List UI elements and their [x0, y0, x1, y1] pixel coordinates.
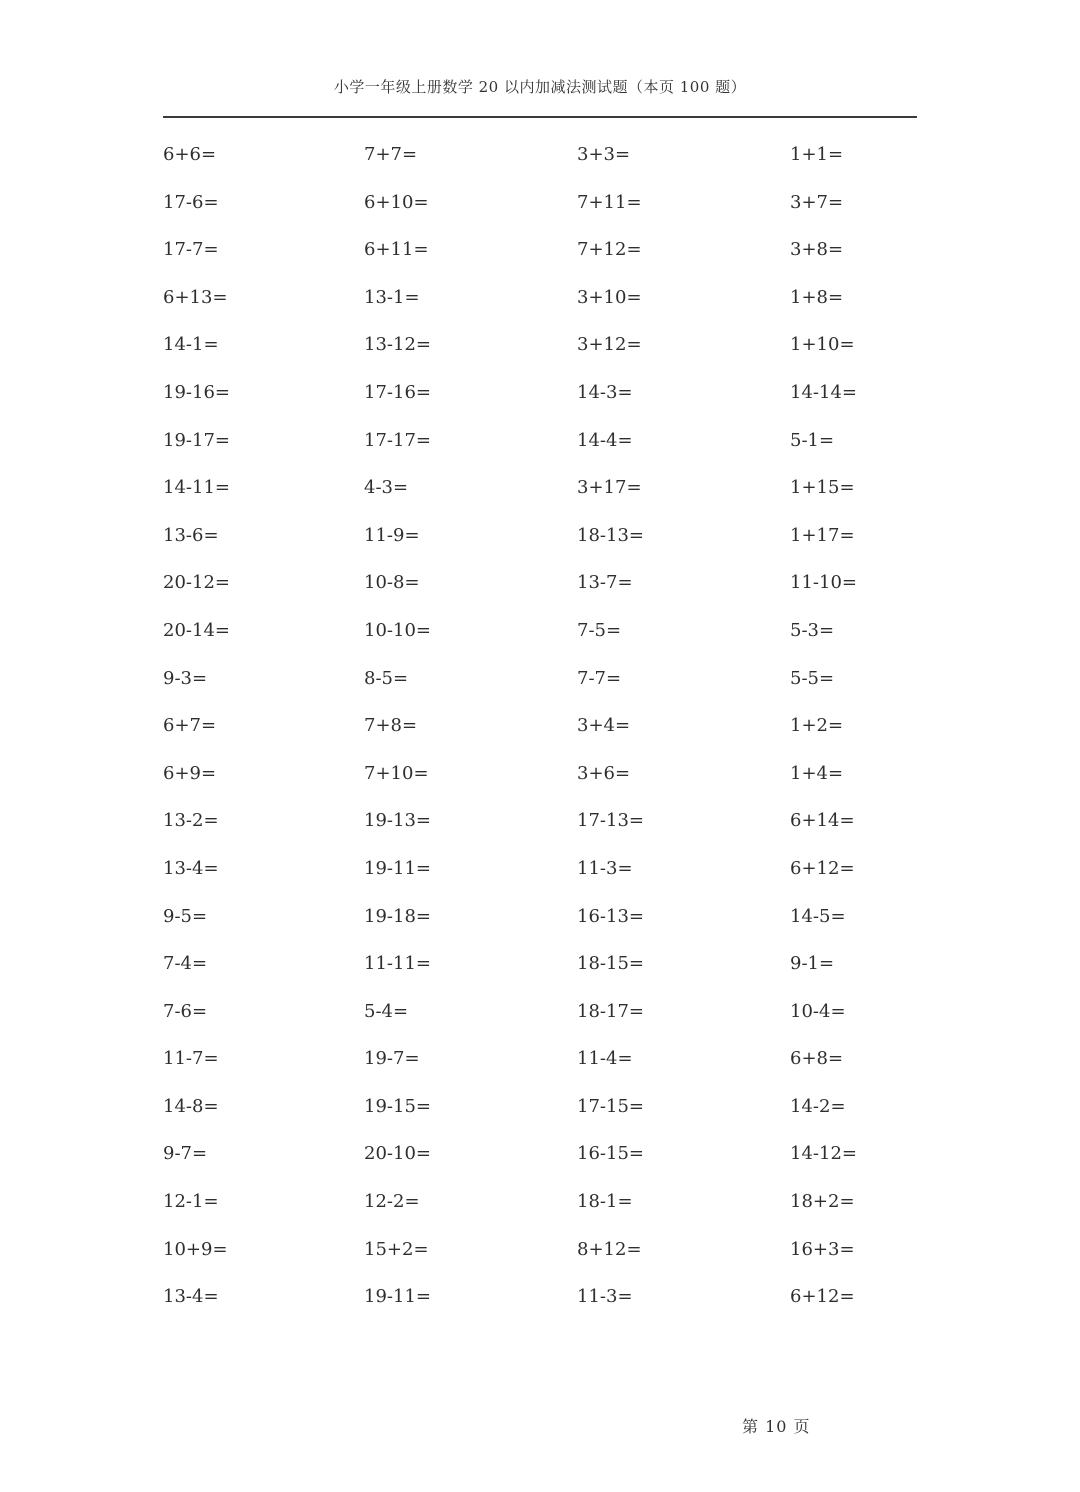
problem-item: 9-7=	[163, 1143, 208, 1165]
problem-item: 1+2=	[790, 715, 844, 737]
problem-item: 3+8=	[790, 239, 844, 261]
problem-item: 3+10=	[577, 286, 642, 308]
page-number: 第 10 页	[742, 1417, 811, 1436]
problem-item: 18-17=	[577, 1000, 644, 1022]
problem-item: 11-9=	[364, 524, 420, 546]
problem-item: 19-11=	[364, 1286, 431, 1308]
problem-item: 6+11=	[364, 239, 429, 261]
problem-item: 13-7=	[577, 572, 633, 594]
problem-item: 17-16=	[364, 381, 431, 403]
problem-item: 7-4=	[163, 953, 208, 975]
problem-item: 4-3=	[364, 477, 409, 499]
problem-item: 3+12=	[577, 334, 642, 356]
problem-item: 19-7=	[364, 1048, 420, 1070]
problem-item: 1+4=	[790, 762, 844, 784]
problem-item: 7+11=	[577, 191, 642, 213]
problem-item: 17-6=	[163, 191, 219, 213]
problem-item: 20-10=	[364, 1143, 431, 1165]
problem-item: 10-10=	[364, 619, 431, 641]
header-rule	[163, 116, 917, 118]
problem-item: 11-7=	[163, 1048, 219, 1070]
problem-item: 5-5=	[790, 667, 835, 689]
problem-item: 16-13=	[577, 905, 644, 927]
problem-item: 12-2=	[364, 1191, 420, 1213]
problem-item: 14-3=	[577, 381, 633, 403]
problem-item: 6+12=	[790, 857, 855, 879]
problem-item: 17-7=	[163, 239, 219, 261]
problem-item: 18-13=	[577, 524, 644, 546]
problem-item: 19-18=	[364, 905, 431, 927]
problem-item: 1+15=	[790, 477, 855, 499]
problem-item: 11-3=	[577, 1286, 633, 1308]
problem-item: 1+8=	[790, 286, 844, 308]
problem-item: 1+17=	[790, 524, 855, 546]
problem-item: 13-2=	[163, 810, 219, 832]
problem-item: 6+7=	[163, 715, 217, 737]
problem-item: 10-8=	[364, 572, 420, 594]
problem-item: 19-13=	[364, 810, 431, 832]
problem-item: 14-12=	[790, 1143, 857, 1165]
problem-item: 11-11=	[364, 953, 431, 975]
problem-item: 7-7=	[577, 667, 622, 689]
problem-item: 8-5=	[364, 667, 409, 689]
problem-item: 10-4=	[790, 1000, 846, 1022]
problem-item: 14-1=	[163, 334, 219, 356]
problem-item: 5-1=	[790, 429, 835, 451]
problem-item: 9-1=	[790, 953, 835, 975]
problem-item: 5-3=	[790, 619, 835, 641]
problem-item: 7+7=	[364, 144, 418, 165]
problem-item: 9-3=	[163, 667, 208, 689]
problem-item: 13-12=	[364, 334, 431, 356]
problem-item: 12-1=	[163, 1191, 219, 1213]
problem-item: 6+8=	[790, 1048, 844, 1070]
problem-item: 7+12=	[577, 239, 642, 261]
problem-item: 16+3=	[790, 1238, 855, 1260]
problem-item: 7-6=	[163, 1000, 208, 1022]
problem-item: 3+17=	[577, 477, 642, 499]
problem-item: 7+8=	[364, 715, 418, 737]
problem-item: 6+12=	[790, 1286, 855, 1308]
problem-item: 6+6=	[163, 144, 217, 165]
problem-item: 14-11=	[163, 477, 230, 499]
problem-item: 6+9=	[163, 762, 217, 784]
problem-item: 19-11=	[364, 857, 431, 879]
problem-item: 11-3=	[577, 857, 633, 879]
problem-item: 18+2=	[790, 1191, 855, 1213]
problem-item: 11-4=	[577, 1048, 633, 1070]
problem-item: 18-1=	[577, 1191, 633, 1213]
problem-item: 18-15=	[577, 953, 644, 975]
problem-item: 19-15=	[364, 1095, 431, 1117]
problem-item: 11-10=	[790, 572, 857, 594]
problem-item: 1+10=	[790, 334, 855, 356]
problem-item: 6+14=	[790, 810, 855, 832]
problem-item: 6+10=	[364, 191, 429, 213]
page-title: 小学一年级上册数学 20 以内加减法测试题（本页 100 题）	[333, 78, 747, 96]
problem-item: 14-5=	[790, 905, 846, 927]
problem-item: 13-4=	[163, 1286, 219, 1308]
problem-item: 1+1=	[790, 144, 844, 165]
problem-item: 3+7=	[790, 191, 844, 213]
problem-item: 7+10=	[364, 762, 429, 784]
problem-item: 17-15=	[577, 1095, 644, 1117]
problem-item: 3+6=	[577, 762, 631, 784]
problem-item: 9-5=	[163, 905, 208, 927]
problem-item: 14-14=	[790, 381, 857, 403]
problem-item: 7-5=	[577, 619, 622, 641]
problem-item: 14-4=	[577, 429, 633, 451]
problem-item: 3+3=	[577, 144, 631, 165]
problem-item: 15+2=	[364, 1238, 429, 1260]
problem-item: 17-17=	[364, 429, 431, 451]
problem-item: 14-8=	[163, 1095, 219, 1117]
problem-item: 20-14=	[163, 619, 230, 641]
problem-item: 14-2=	[790, 1095, 846, 1117]
problem-item: 10+9=	[163, 1238, 228, 1260]
problem-item: 19-16=	[163, 381, 230, 403]
problem-item: 19-17=	[163, 429, 230, 451]
problem-item: 17-13=	[577, 810, 644, 832]
problem-item: 13-4=	[163, 857, 219, 879]
problem-item: 5-4=	[364, 1000, 409, 1022]
problem-item: 3+4=	[577, 715, 631, 737]
problem-item: 8+12=	[577, 1238, 642, 1260]
problem-grid	[163, 131, 917, 1321]
problem-item: 6+13=	[163, 286, 228, 308]
problem-item: 16-15=	[577, 1143, 644, 1165]
problem-item: 13-1=	[364, 286, 420, 308]
problem-item: 13-6=	[163, 524, 219, 546]
problem-item: 20-12=	[163, 572, 230, 594]
